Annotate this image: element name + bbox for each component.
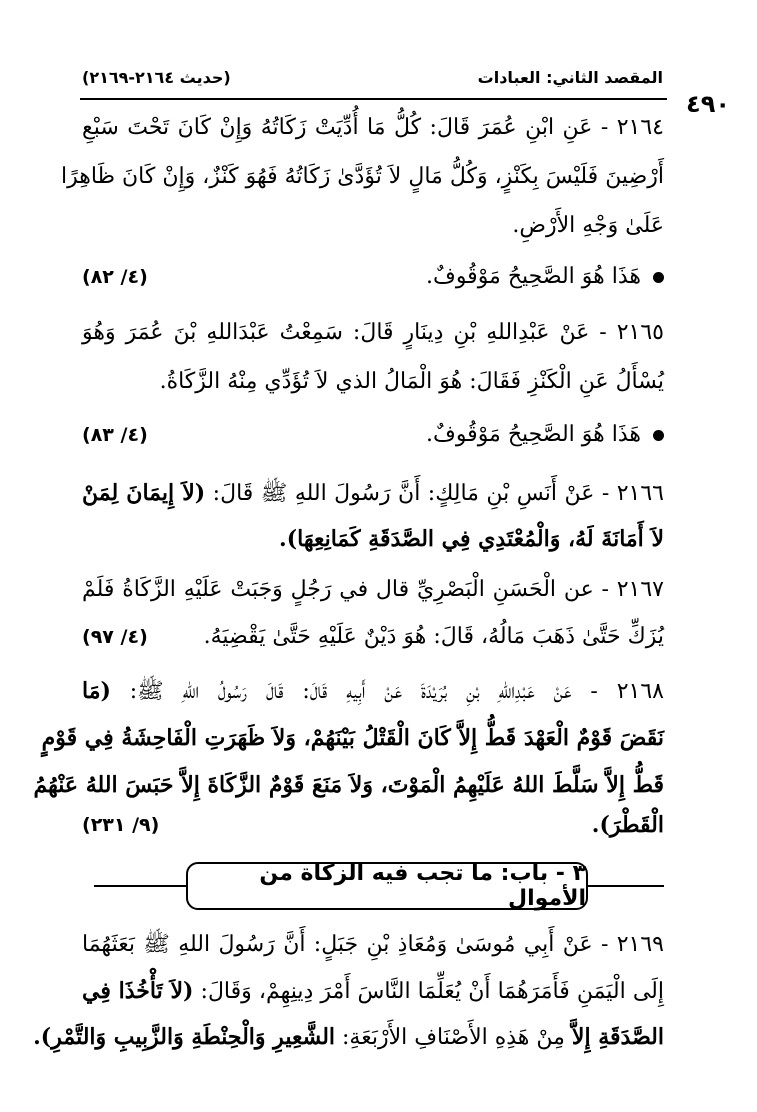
hadith-2168-line-1-text: ٢١٦٨ - عَنْ عَبْدِاللهِ بْنِ بُرَيْدَةَ عَنْ أَبِيهِ قَالَ: قَالَ رَسُولُ اللهِ ﷺ: xyxy=(110,679,664,704)
hadith-2168-ref: (٩/ ٢٣١) xyxy=(82,814,160,836)
running-header-section: المقصد الثاني: العبادات xyxy=(477,68,663,87)
hadith-2165-note xyxy=(82,420,664,450)
hadith-2169-line-3 xyxy=(33,1022,664,1053)
hadith-2167-line-1: ٢١٦٧ - عن الْحَسَنِ الْبَصْرِيِّ قال في رَجُلٍ وَجَبَتْ عَلَيْهِ الزَّكَاةُ فَلَمْ xyxy=(82,577,664,602)
header-rule xyxy=(80,98,667,100)
hadith-2164-line-2: أَرْضِينَ فَلَيْسَ بِكَنْزٍ، وَكُلُّ مَالٍ لاَ تُؤَدَّىٰ زَكَاتُهُ فَهُوَ كَنْزٌ، وَإِنْ كَانَ ظَاهِرًا xyxy=(60,164,664,189)
chapter-heading xyxy=(186,862,588,910)
hadith-2166-line-1-text: ٢١٦٦ - عَنْ أَنَسِ بْنِ مَالِكٍ: أَنَّ رَسُولَ اللهِ ﷺ قَالَ: xyxy=(205,481,664,506)
hadith-2164-note xyxy=(82,262,664,292)
hadith-2164-line-3: عَلَىٰ وَجْهِ الأَرْضِ. xyxy=(512,213,664,238)
hadith-2169-line-3-quote-b: الشَّعِيرِ وَالْحِنْطَةِ وَالزَّبِيبِ وَالتَّمْرِ). xyxy=(33,1024,336,1050)
hadith-2165-ref: (٤/ ٨٣) xyxy=(82,424,148,446)
hadith-2164-note-text: هَذَا هُوَ الصَّحِيحُ مَوْقُوفٌ. xyxy=(426,264,641,289)
hadith-2167-line-2: يُزَكِّ حَتَّىٰ ذَهَبَ مَالُهُ، قَالَ: هُوَ دَيْنٌ عَلَيْهِ حَتَّىٰ يَقْضِيَهُ. xyxy=(203,624,664,649)
hadith-2168-line-1-quote: (مَا xyxy=(82,678,111,704)
running-header-hadith-range: (حديث ٢١٦٤-٢١٦٩) xyxy=(82,68,231,87)
hadith-2169-line-3-quote-a: الصَّدَقَةِ إِلاَّ xyxy=(571,1024,664,1050)
hadith-2169-line-3-text: مِنْ هَذِهِ الأَصْنَافِ الأَرْبَعَةِ: xyxy=(335,1025,572,1050)
bullet-icon xyxy=(653,272,664,283)
hadith-2168-line-2: نَقَضَ قَوْمٌ الْعَهْدَ قَطُّ إِلاَّ كَانَ الْقَتْلُ بَيْنَهُمْ، وَلاَ ظَهَرَتِ الْفَاحِشَةُ فِي قَوْمٍ xyxy=(41,725,664,751)
hadith-2169-line-1: ٢١٦٩ - عَنْ أَبِي مُوسَىٰ وَمُعَاذِ بْنِ جَبَلٍ: أَنَّ رَسُولَ اللهِ ﷺ بَعَثَهُمَا xyxy=(82,932,664,957)
hadith-2165-line-1: ٢١٦٥ - عَنْ عَبْدِاللهِ بْنِ دِينَارٍ قَالَ: سَمِعْتُ عَبْدَاللهِ بْنَ عُمَرَ وَهُوَ xyxy=(82,320,664,345)
hadith-2168-line-4: الْقَطْرَ). xyxy=(591,812,664,838)
chapter-rule-right xyxy=(588,885,664,887)
hadith-2167-ref: (٤/ ٩٧) xyxy=(82,626,148,648)
hadith-2168-line-3: قَطُّ إِلاَّ سَلَّطَ اللهُ عَلَيْهِمُ الْمَوْتَ، وَلاَ مَنَعَ قَوْمٌ الزَّكَاةَ إِلاَّ حَبَسَ اللهُ عَنْهُمُ xyxy=(33,772,664,798)
hadith-2169-line-2-quote: (لاَ تَأْخُذَا فِي xyxy=(82,978,194,1004)
hadith-2169-line-2-text: إِلَى الْيَمَنِ فَأَمَرَهُمَا أَنْ يُعَلِّمَا النَّاسَ أَمْرَ دِينِهِمْ، وَقَالَ: xyxy=(193,979,664,1004)
hadith-2165-line-2: يُسْأَلُ عَنِ الْكَنْزِ فَقَالَ: هُوَ الْمَالُ الذي لاَ تُؤَدِّي مِنْهُ الزَّكَاةُ. xyxy=(159,369,664,394)
hadith-2166-line-1 xyxy=(82,478,664,509)
hadith-2169-line-2 xyxy=(82,976,664,1007)
hadith-2166-line-1-quote: (لاَ إِيمَانَ لِمَنْ xyxy=(82,480,206,506)
page-number: ٤٩٠ xyxy=(686,90,730,118)
hadith-2166-line-2: لاَ أَمَانَةَ لَهُ، وَالْمُعْتَدِي فِي الصَّدَقَةِ كَمَانِعِهَا). xyxy=(279,526,664,552)
chapter-rule-left xyxy=(94,885,186,887)
bullet-icon xyxy=(653,430,664,441)
chapter-title: ٣ - باب: ما تجب فيه الزكاة من الأموال xyxy=(259,861,586,911)
hadith-2168-line-1 xyxy=(82,676,664,707)
hadith-2165-note-text: هَذَا هُوَ الصَّحِيحُ مَوْقُوفٌ. xyxy=(426,422,641,447)
hadith-2164-line-1: ٢١٦٤ - عَنِ ابْنِ عُمَرَ قَالَ: كُلُّ مَا أُدِّيَتْ زَكَاتُهُ وَإِنْ كَانَ تَحْتَ سَبْعِ xyxy=(82,115,664,140)
hadith-2164-ref: (٤/ ٨٢) xyxy=(82,266,148,288)
